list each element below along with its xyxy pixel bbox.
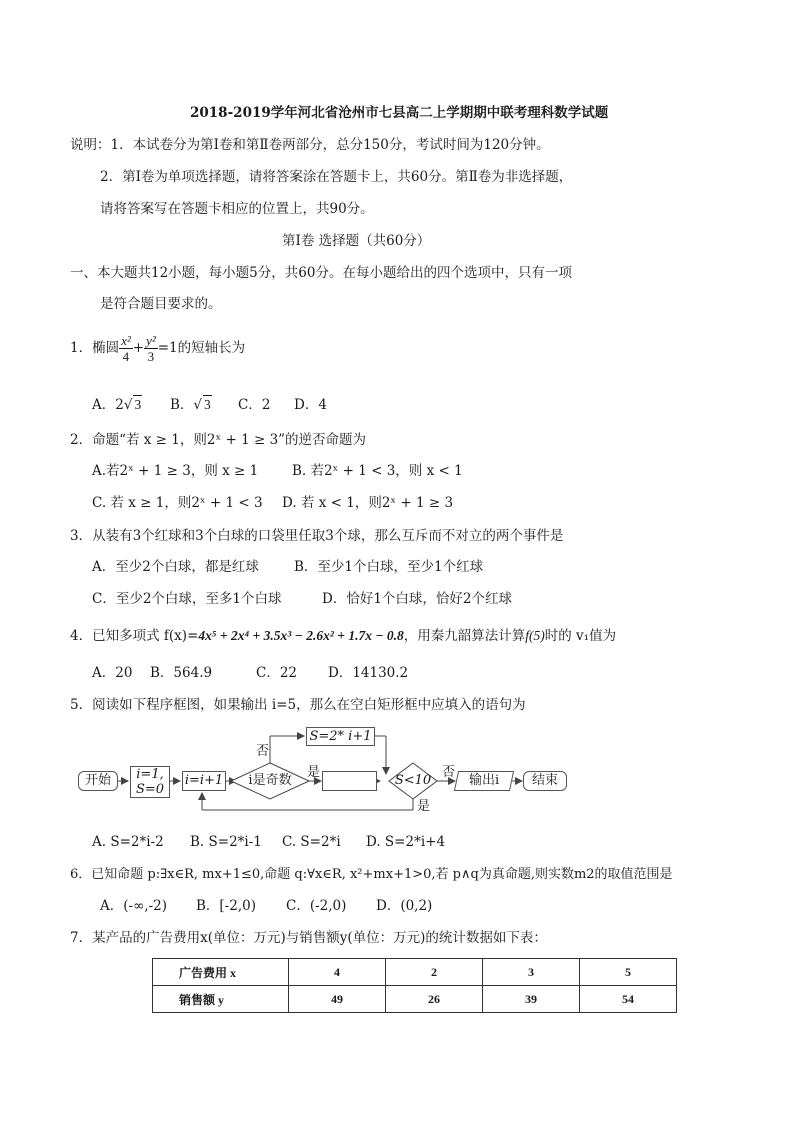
flowchart-start: 开始 [78,771,118,791]
question-4-options [92,664,408,682]
table-row-header-y: 销售额 y [153,986,289,1013]
sqrt-icon: √ [193,397,203,413]
q3-option-c: C．至少2个白球，至多1个白球 [92,591,282,607]
table-cell: 4 [289,959,386,986]
section-heading: 第Ⅰ卷 选择题（共60分） [282,233,431,249]
table-cell: 26 [386,986,483,1013]
table-cell: 3 [483,959,580,986]
init-line-1: i=1, [136,767,164,782]
question-2-options-row-1 [92,462,463,480]
question-3-options-row-1 [92,558,483,576]
q1-option-c: C．2 [238,397,271,413]
q2-option-d: D. 若 x < 1，则2ˣ + 1 ≥ 3 [282,495,454,511]
q6-option-a: A．(-∞,-2) [100,898,168,914]
q4-option-c: C．22 [256,665,298,681]
init-line-2: S=0 [135,782,165,797]
table-row [153,986,677,1013]
question-6-stem: 6．已知命题 p:∃x∈R, mx+1≤0,命题 q:∀x∈R, x²+mx+1>0,若 p∧q为真命题,则实数m2的取值范围是 [70,867,673,882]
table-row [153,959,677,986]
q2-option-a: A.若2ˣ + 1 ≥ 3，则 x ≥ 1 [92,463,259,479]
flowchart-blank-box [322,771,377,791]
flowchart-init-box [130,766,170,798]
question-3-stem: 3．从装有3个红球和3个白球的口袋里任取3个球，那么互斥而不对立的两个事件是 [70,528,564,544]
part-intro-line-1: 一、本大题共12小题，每小题5分，共60分。在每小题给出的四个选项中，只有一项 [70,265,572,281]
question-2-stem: 2．命题“若 x ≥ 1，则2ˣ + 1 ≥ 3”的逆否命题为 [70,432,367,448]
q1-frac2-den: 3 [147,349,155,364]
q4-option-b: B．564.9 [150,665,213,681]
q5-option-c: C. S=2*i [282,834,341,850]
q1-a-label: A．2 [92,397,124,413]
q3-option-a: A．至少2个白球，都是红球 [92,559,259,575]
q1-stem-post: =1的短轴长为 [157,340,246,356]
q1-option-b [170,395,238,414]
question-5-stem: 5．阅读如下程序框图，如果输出 i=5，那么在空白矩形框中应填入的语句为 [70,697,526,713]
q4-stem-pre: 4．已知多项式 f(x)= [70,628,199,644]
sqrt-icon: √ [123,397,133,413]
flowchart-no-label-1: 否 [256,744,270,759]
q4-polynomial: 4x⁵ + 2x⁴ + 3.5x³ − 2.6x² + 1.7x − 0.8 [198,628,404,643]
question-1-options [92,395,327,414]
flowchart-no-label-2: 否 [442,765,456,780]
q5-option-b: B. S=2*i-1 [190,834,262,850]
q1-fraction-x [119,333,133,364]
question-5-options [92,833,445,851]
flowchart-top-box: S=2* i+1 [306,727,375,746]
q5-option-d: D. S=2*i+4 [366,834,446,850]
table-row-header-x: 广告费用 x [153,959,289,986]
table-cell: 39 [483,986,580,1013]
question-7-stem: 7．某产品的广告费用x(单位：万元)与销售额y(单位：万元)的统计数据如下表： [70,930,547,946]
question-2-options-row-2 [92,494,453,512]
q1-stem-pre: 1．椭圆 [70,340,120,356]
question-3-options-row-2 [92,590,512,608]
q4-stem-post: 时的 v₁值为 [544,628,617,644]
q1-option-a [92,395,170,414]
table-cell: 5 [580,959,677,986]
q1-option-d: D．4 [294,397,327,413]
q1-b-label: B． [170,397,194,413]
q1-a-radicand: 3 [134,397,142,412]
table-cell: 54 [580,986,677,1013]
q3-option-b: B．至少1个白球，至少1个红球 [294,559,484,575]
q1-fraction-y [144,333,158,364]
q6-option-b: B．[-2,0) [196,898,256,914]
note-line-3: 请将答案写在答题卡相应的位置上，共90分。 [100,201,374,217]
note-line-2: 2．第Ⅰ卷为单项选择题，请将答案涂在答题卡上，共60分。第Ⅱ卷为非选择题， [100,169,573,185]
q4-stem-mid: ，用秦九韶算法计算 [403,628,526,644]
q4-option-d: D．14130.2 [328,665,409,681]
flowchart-end: 结束 [523,771,567,791]
note-line-1: 说明：1．本试卷分为第Ⅰ卷和第Ⅱ卷两部分，总分150分，考试时间为120分钟。 [70,137,550,153]
flowchart [76,724,576,820]
q4-f5: f(5) [525,628,545,643]
data-table [152,958,677,1013]
q6-option-c: C．(-2,0) [286,898,347,914]
q2-option-c: C. 若 x ≥ 1，则2ˣ + 1 < 3 [92,495,263,511]
question-1-stem [70,330,245,370]
q1-b-radicand: 3 [204,397,211,412]
table-cell: 49 [289,986,386,1013]
table-cell: 2 [386,959,483,986]
flowchart-yes-label-1: 是 [307,765,321,780]
q2-option-b: B. 若2ˣ + 1 < 3，则 x < 1 [292,463,463,479]
part-intro-line-2: 是符合题目要求的。 [100,296,222,312]
q1-plus: + [132,340,145,356]
flowchart-decision-odd: i是奇数 [248,773,292,788]
flowchart-output-box [454,771,514,791]
flowchart-decision-s: S<10 [394,773,432,788]
q1-frac1-num: x² [121,333,131,348]
flowchart-increment-box: i=i+1 [182,771,226,791]
flowchart-yes-label-2: 是 [417,799,431,814]
q1-frac1-den: 4 [122,349,130,364]
question-6-options [100,897,432,915]
flowchart-output-text: 输出i [468,773,500,788]
q5-option-a: A. S=2*i-2 [92,834,164,850]
question-4-stem [70,627,616,645]
q3-option-d: D．恰好1个白球，恰好2个红球 [322,591,513,607]
q4-option-a: A．20 [92,665,133,681]
exam-title: 2018-2019学年河北省沧州市七县高二上学期期中联考理科数学试题 [190,105,609,121]
q1-frac2-num: y² [146,333,156,348]
q6-option-d: D．(0,2) [376,898,433,914]
